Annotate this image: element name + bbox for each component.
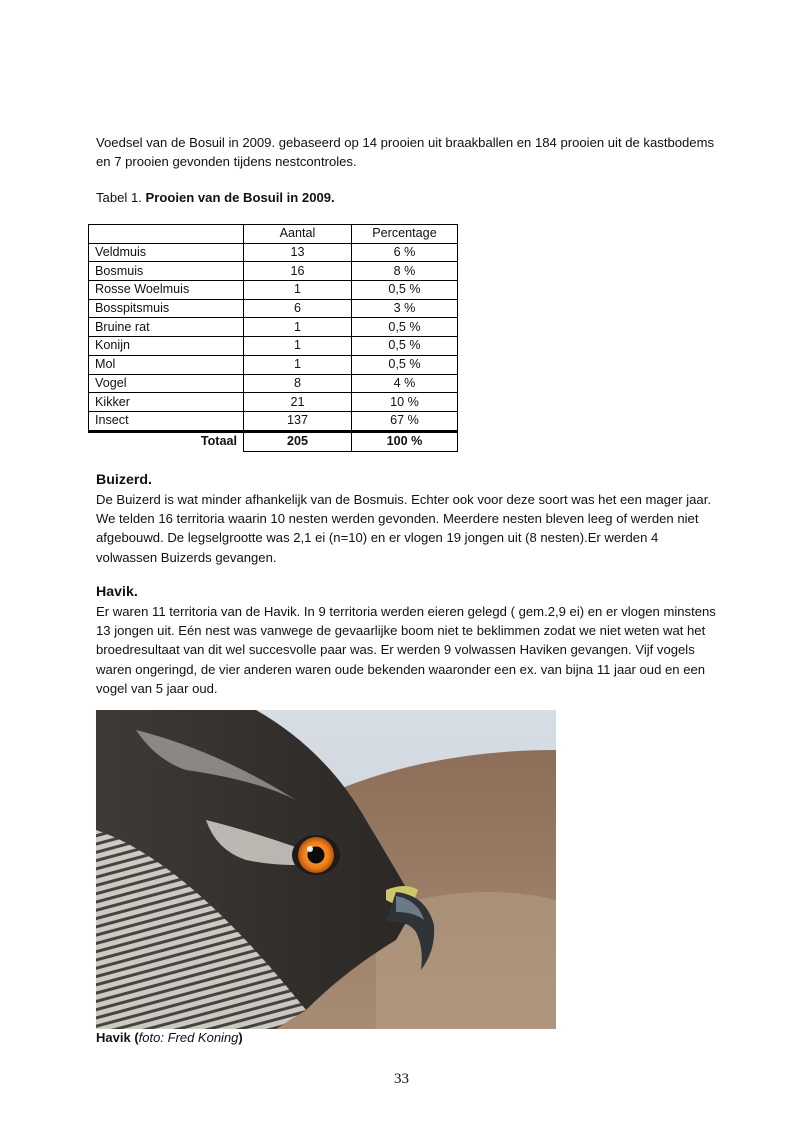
prey-percentage: 8 % bbox=[352, 262, 458, 281]
total-count: 205 bbox=[244, 431, 352, 451]
table-header-cell bbox=[89, 225, 244, 244]
photo-caption-credit: foto: Fred Koning bbox=[138, 1030, 239, 1045]
prey-percentage: 4 % bbox=[352, 374, 458, 393]
prey-percentage: 0,5 % bbox=[352, 337, 458, 356]
table-row bbox=[89, 243, 458, 262]
table-header-cell: Percentage bbox=[352, 225, 458, 244]
prey-percentage: 3 % bbox=[352, 299, 458, 318]
table-header-row bbox=[89, 225, 458, 244]
prey-name: Bosmuis bbox=[89, 262, 244, 281]
table-row bbox=[89, 411, 458, 431]
prey-percentage: 0,5 % bbox=[352, 318, 458, 337]
section-heading-buizerd: Buizerd. bbox=[96, 472, 152, 488]
prey-count: 16 bbox=[244, 262, 352, 281]
table-row bbox=[89, 355, 458, 374]
prey-name: Bruine rat bbox=[89, 318, 244, 337]
prey-percentage: 0,5 % bbox=[352, 281, 458, 300]
prey-percentage: 6 % bbox=[352, 243, 458, 262]
table-row bbox=[89, 299, 458, 318]
total-label: Totaal bbox=[89, 431, 244, 451]
section-body-buizerd: De Buizerd is wat minder afhankelijk van de Bosmuis. Echter ook voor deze soort was het een mager jaar. We telden 16 territoria waarin 10 nesten werden gevonden. Meerdere nesten bleven leeg of werden niet afgebouwd. De legselgrootte was 2,1 ei (n=10) en er vlogen 19 jongen uit (8 nesten).Er werden 4 volwassen Buizerds gevangen. bbox=[96, 492, 711, 565]
prey-name: Kikker bbox=[89, 393, 244, 412]
total-percentage: 100 % bbox=[352, 431, 458, 451]
photo-caption: Havik (foto: Fred Koning) bbox=[96, 1030, 243, 1045]
section-heading-havik: Havik. bbox=[96, 584, 138, 600]
prey-name: Mol bbox=[89, 355, 244, 374]
table-row bbox=[89, 318, 458, 337]
prey-name: Insect bbox=[89, 411, 244, 431]
prey-count: 21 bbox=[244, 393, 352, 412]
prey-name: Konijn bbox=[89, 337, 244, 356]
table-total-row bbox=[89, 431, 458, 451]
table-caption bbox=[96, 188, 716, 207]
page-number: 33 bbox=[394, 1071, 409, 1087]
table-caption-prefix: Tabel 1. bbox=[96, 190, 146, 205]
prey-table bbox=[88, 224, 458, 452]
prey-count: 137 bbox=[244, 411, 352, 431]
prey-count: 8 bbox=[244, 374, 352, 393]
prey-count: 1 bbox=[244, 318, 352, 337]
table-row bbox=[89, 281, 458, 300]
section-body-havik: Er waren 11 territoria van de Havik. In 9 territoria werden eieren gelegd ( gem.2,9 ei) en er vlogen minstens 13 jongen uit. Eén nest was vanwege de gevaarlijke boom niet te beklimmen zodat we niet weten wat het broedresultaat van dit wel succesvolle paar was. Er werden 9 volwassen Haviken gevangen. Vijf vogels waren ongeringd, de vier anderen waren oude bekenden waaronder een ex. van bijna 11 jaar oud en een vogel van 5 jaar oud. bbox=[96, 604, 716, 696]
prey-name: Bosspitsmuis bbox=[89, 299, 244, 318]
photo-caption-name: Havik bbox=[96, 1030, 131, 1045]
prey-name: Vogel bbox=[89, 374, 244, 393]
prey-percentage: 10 % bbox=[352, 393, 458, 412]
table-row bbox=[89, 374, 458, 393]
table-row bbox=[89, 393, 458, 412]
prey-count: 6 bbox=[244, 299, 352, 318]
table-header-cell: Aantal bbox=[244, 225, 352, 244]
prey-count: 1 bbox=[244, 281, 352, 300]
table-row bbox=[89, 262, 458, 281]
table-caption-title: Prooien van de Bosuil in 2009. bbox=[145, 190, 335, 205]
prey-percentage: 67 % bbox=[352, 411, 458, 431]
prey-percentage: 0,5 % bbox=[352, 355, 458, 374]
goshawk-photo bbox=[96, 710, 556, 1029]
prey-count: 1 bbox=[244, 337, 352, 356]
prey-count: 13 bbox=[244, 243, 352, 262]
prey-name: Veldmuis bbox=[89, 243, 244, 262]
intro-paragraph: Voedsel van de Bosuil in 2009. gebaseerd op 14 prooien uit braakballen en 184 prooien uit de kastbodems en 7 prooien gevonden tijdens nestcontroles. bbox=[96, 135, 715, 170]
prey-name: Rosse Woelmuis bbox=[89, 281, 244, 300]
table-row bbox=[89, 337, 458, 356]
prey-count: 1 bbox=[244, 355, 352, 374]
